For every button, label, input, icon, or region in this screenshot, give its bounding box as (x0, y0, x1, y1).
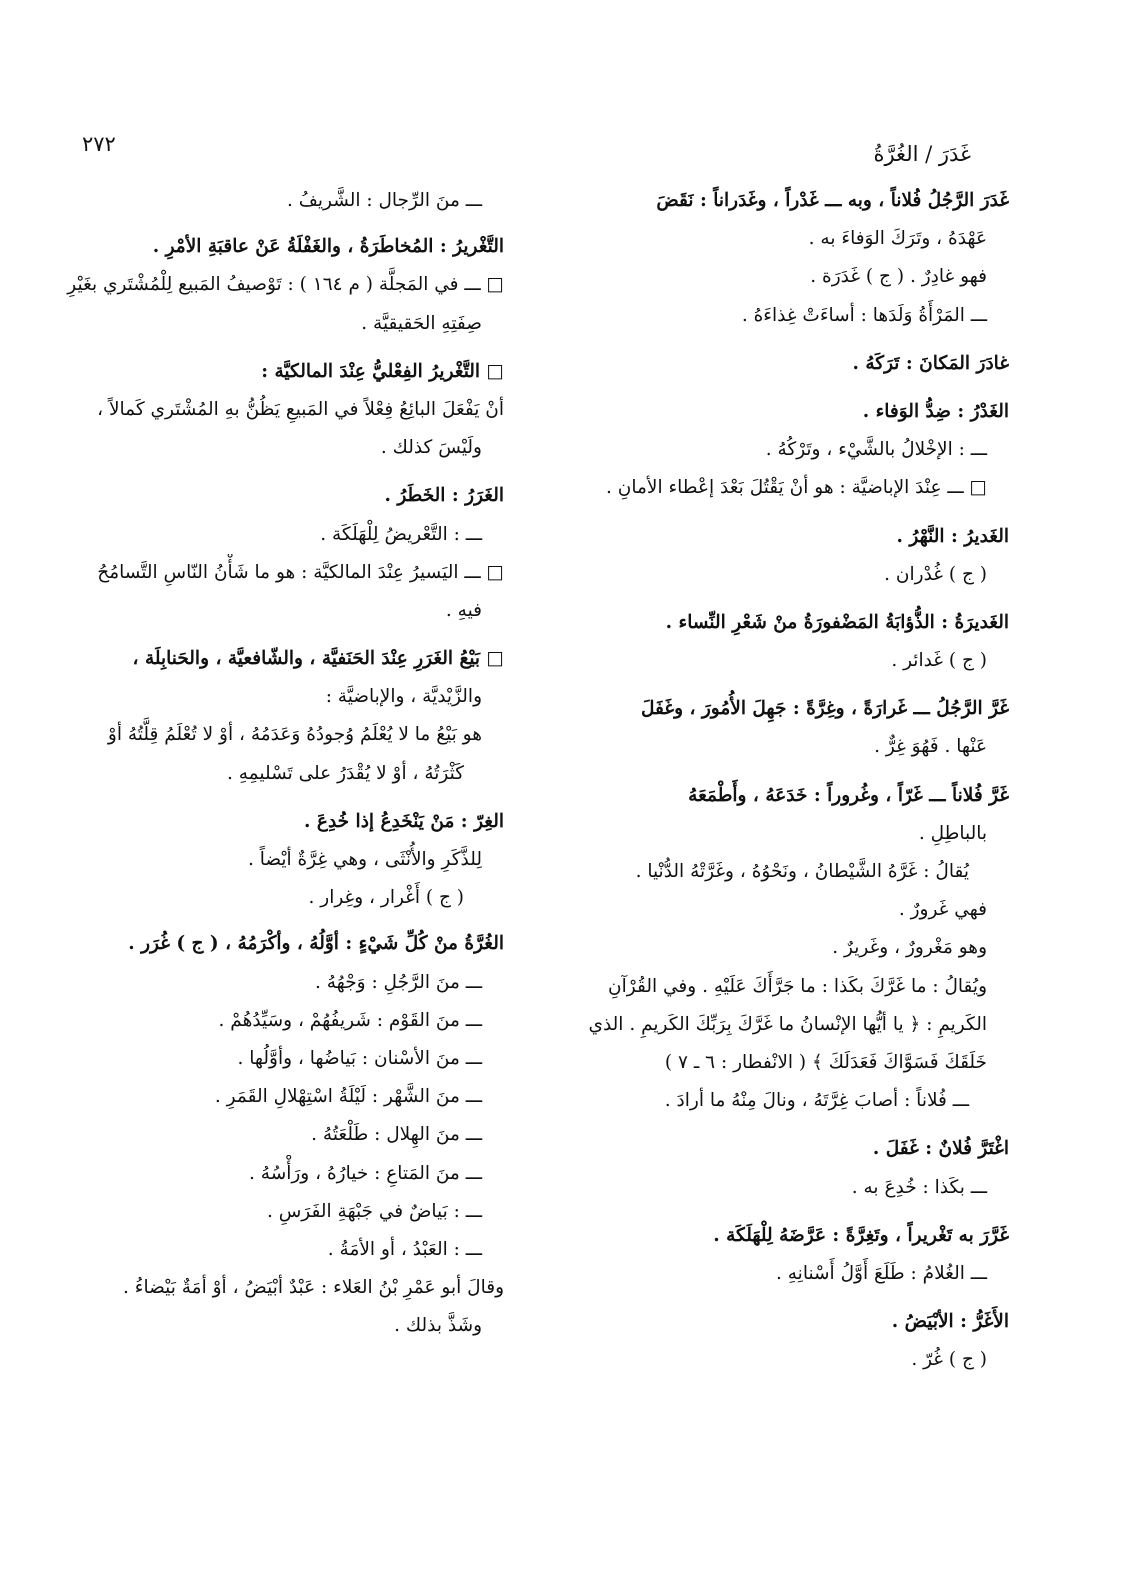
entry-line: ـــ منَ الهِلال : طَلْعَتُهُ . (311, 1124, 482, 1146)
entry-headword-line: غَرَّرَ به تَغْريراً ، وتَغِرَّةً : عَرَّضَهُ لِلْهَلَكَة . (713, 1224, 1009, 1246)
entry-line: ـــ فُلاناً : أصابَ غِرَّتَهُ ، ونالَ مِنْهُ ما أرادَ . (664, 1090, 969, 1112)
entry-line: لِلذَّكَرِ والأُنْثَى ، وهي غِرَّةٌ أيْضاً . (247, 849, 482, 870)
entry-line: □ ـــ اليَسيرُ عِنْدَ المالكيَّة : هو ما شَأْنُ النّاسِ التَّسامُحُ (97, 561, 504, 583)
entry-headword-line: اغْتَرَّ فُلانٌ : غَفَلَ . (872, 1138, 1009, 1160)
entry-headword-line: غَرَّ الرَّجُلُ ـــ غَرارَةً ، وغِرَّةً : جَهِلَ الأُمُورَ ، وغَفَلَ (641, 698, 1009, 720)
entry-line: ـــ منَ الرِّجال : الشَّريفُ . (286, 190, 482, 211)
entry-line: ـــ : العَبْدُ ، أو الأمَةُ . (327, 1238, 482, 1260)
entry-line: فيهِ . (445, 599, 482, 621)
entry-headword-line: التَّغْريرُ : المُخاطَرَةُ ، والغَفْلَةُ عَنْ عاقبَةِ الأمْرِ . (152, 236, 504, 258)
entry-line: ـــ منَ الرَّجُلِ : وَجْهُهُ . (314, 971, 482, 993)
running-header: غَدَرَ / الغُرَّةُ (873, 142, 971, 166)
entry-headword-line: الغَرَرُ : الخَطَرُ . (384, 485, 504, 507)
entry-headword-line: الغَديرُ : النَّهْرُ . (896, 525, 1009, 547)
entry-headword-line: الغَديرَةُ : الذُّؤابَةُ المَضْفورَةُ منْ شَعْرِ النِّساء . (665, 611, 1009, 633)
entry-headword-line: □ التَّغْريرُ الفِعْليُّ عِنْدَ المالكيَّة : (261, 360, 504, 382)
entry-line: ولَيْسَ كذلك . (380, 437, 482, 459)
entry-line: ـــ منَ الشَّهْر : لَيْلَةُ اسْتِهْلالِ القَمَرِ . (214, 1086, 482, 1108)
entry-line: □ ـــ عِنْدَ الإباضيَّة : هو أنْ يَقْتُلَ بَعْدَ إعْطاء الأمانِ . (606, 477, 987, 499)
right-column (559, 182, 1009, 1379)
left-column (64, 182, 504, 1345)
entry-line: □ ـــ في المَجلَّة ( م ١٦٤ ) : تَوْصيفُ المَبيع لِلْمُشْتَري بغَيْرِ (67, 274, 504, 296)
entry-line: فهي غَرورٌ . (898, 899, 987, 921)
entry-line: هو بَيْعُ ما لا يُعْلَمُ وُجودُهُ وَعَدَمُهُ ، أوْ لا تُعْلَمُ قِلَّتُهُ أوْ (107, 724, 482, 746)
entry-line: عَنْها . فَهُوَ غِرٌّ . (874, 736, 987, 758)
entry-headword-line: الغِرّ : مَنْ يَنْخَدِعُ إذا خُدِعَ . (304, 810, 504, 832)
entry-line: ـــ بكَذا : خُدِعَ به . (851, 1176, 987, 1198)
entry-headword-line: □ بَيْعُ الغَرَرِ عِنْدَ الحَنَفيَّة ، والشّافعيَّة ، والحَنابِلَة ، (132, 648, 504, 670)
entry-line: ـــ منَ القَوْم : شَريفُهُمْ ، وسَيِّدُهُمْ . (218, 1009, 482, 1031)
entry-line: ( ج ) غَدائر . (891, 650, 987, 672)
entry-line: والزَّيْديَّة ، والإباضيَّة : (325, 686, 482, 708)
entry-line: خَلَقَكَ فَسَوَّاكَ فَعَدَلَكَ ﴾ ( الانْفطار : ٦ ـ ٧ ) (664, 1051, 987, 1073)
entry-line: ـــ منَ المَتاعِ : خيارُهُ ، ورَأْسُهُ . (249, 1162, 482, 1184)
entry-line: صِفَتِهِ الحَقيقيَّة . (361, 312, 482, 334)
entry-headword-line: غادَرَ المَكانَ : تَرَكَهُ . (852, 352, 1009, 374)
entry-line: ـــ الغُلامُ : طَلَعَ أَوَّلُ أَسْنانِهِ . (776, 1262, 987, 1284)
entry-line: ويُقالُ : ما غَرَّكَ بكَذا : ما جَرَّأَكَ عَلَيْهِ . وفي القُرْآنِ (608, 975, 987, 997)
entry-line: ـــ : بَياضٌ في جَبْهَةِ الفَرَسِ . (266, 1200, 482, 1222)
entry-headword-line: الغُرَّةُ منْ كُلِّ شَيْءٍ : أوَّلُهُ ، وأكْرَمُهُ ، ( ج ) غُرَر . (128, 933, 504, 955)
entry-line: ـــ : التَّعْريضُ لِلْهَلَكَة . (320, 523, 482, 545)
entry-line: وهو مَغْرورٌ ، وغَريرٌ . (832, 937, 987, 959)
entry-line: وشَذَّ بذلك . (394, 1315, 482, 1337)
entry-line: الكَريمِ : ﴿ يا أيُّها الإنْسانُ ما غَرَّكَ بِرَبِّكَ الكَريمِ . الذي (588, 1013, 987, 1035)
entry-line: ( ج ) غُدْران . (884, 563, 987, 585)
entry-line: فهو غادِرٌ . ( ج ) غَدَرَة . (810, 266, 987, 288)
entry-line: بالباطِلِ . (918, 822, 987, 844)
entry-line: ـــ المَرْأَةُ وَلَدَها : أساءَتْ غِذاءَهُ . (741, 304, 987, 326)
entry-headword-line: غَرَّ فُلاناً ـــ غَرّاً ، وغُروراً : خَدَعَهُ ، وأَطْمَعَهُ (688, 784, 1009, 806)
entry-line: ( ج ) أَغْرار ، وغِرار . (308, 887, 464, 909)
entry-line: ـــ : الإخْلالُ بالشَّيْء ، وتَرْكُهُ . (765, 439, 987, 461)
entry-line: وقالَ أبو عَمْرِ بْنُ العَلاء : عَبْدٌ أبْيَضُ ، أوْ أمَةٌ بَيْضاءُ . (123, 1277, 504, 1299)
page-number: ٢٧٢ (82, 132, 116, 156)
entry-line: ـــ منَ الأسْنان : بَياضُها ، وأوَّلُها . (237, 1047, 482, 1069)
entry-line: كَثْرَتُهُ ، أوْ لا يُقْدَرُ على تَسْليمِهِ . (226, 762, 464, 784)
entry-line: أنْ يَفْعَلَ البائِعُ فِعْلاً في المَبيعِ يَظُنُّ بهِ المُشْتَري كَمالاً ، (97, 398, 504, 420)
entry-headword-line: الغَدْرُ : ضِدُّ الوَفاء . (862, 400, 1009, 422)
entry-headword-line: الأَغَرُّ : الأبْيَضُ . (891, 1311, 1009, 1333)
entry-line: عَهْدَهُ ، وتَرَكَ الوَفاءَ به . (808, 228, 987, 250)
entry-headword-line: غَدَرَ الرَّجُلُ فُلاناً ، وبه ـــ غَدْراً ، وغَدَراناً : نَقَضَ (656, 190, 1009, 211)
entry-line: يُقالُ : غَرَّهُ الشَّيْطانُ ، ونَحْوُهُ ، وغَرَّتْهُ الدُّنْيا . (635, 861, 969, 882)
entry-line: ( ج ) غُرّ . (911, 1349, 987, 1371)
